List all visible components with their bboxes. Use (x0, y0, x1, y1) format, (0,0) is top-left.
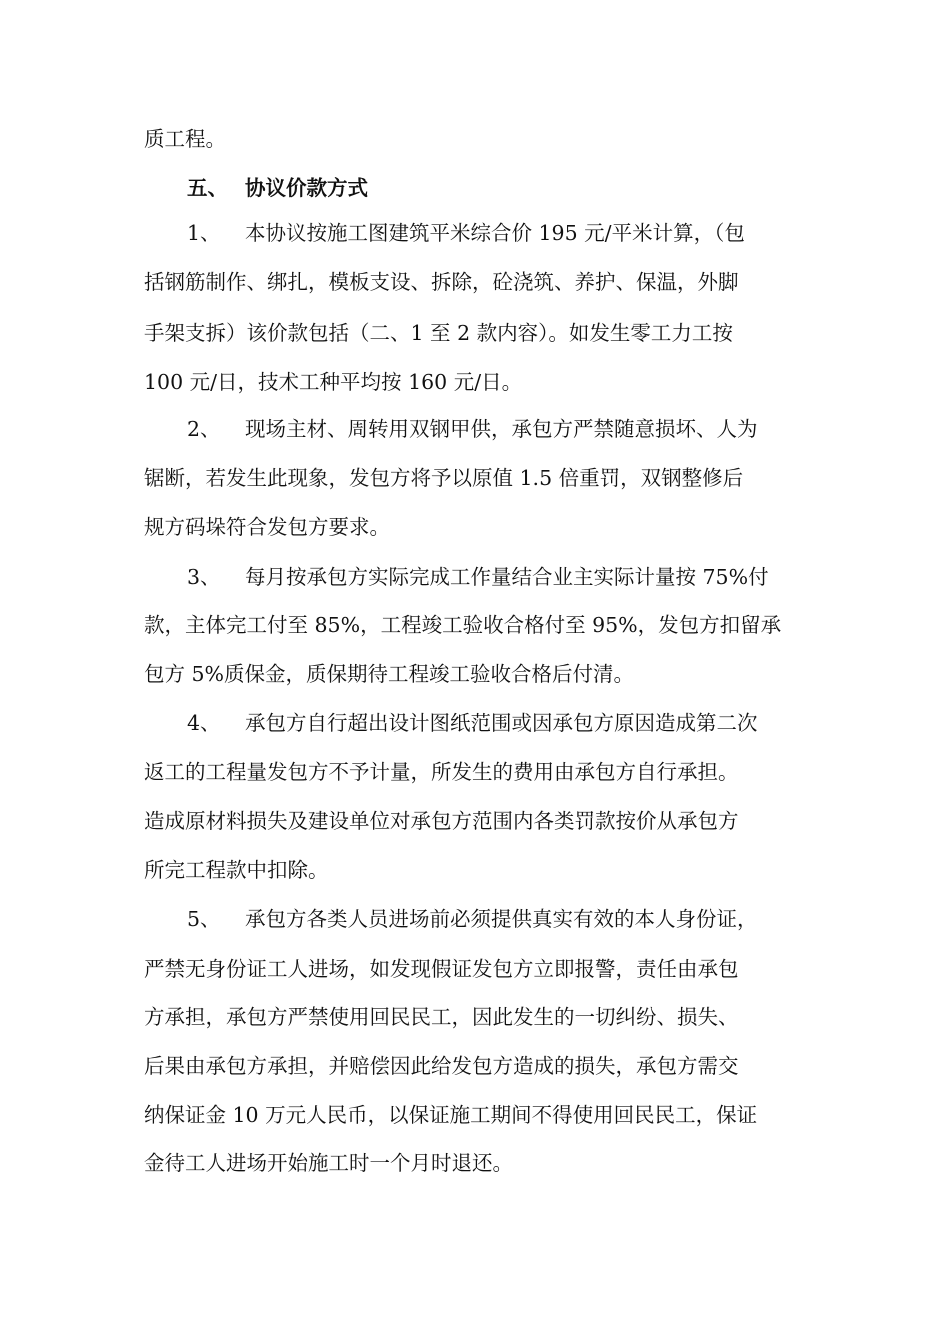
item-number: 4、 (187, 711, 221, 735)
item-text: 现场主材、周转用双钢甲供，承包方严禁随意损坏、人为 (245, 417, 758, 441)
item-number: 2、 (187, 417, 221, 441)
list-item-first-line (187, 414, 857, 444)
item-text: 本协议按施工图建筑平米综合价 195 元/平米计算，（包 (245, 221, 745, 245)
item-text: 每月按承包方实际完成工作量结合业主实际计量按 75%付 (245, 565, 769, 589)
section-number: 五、 (187, 176, 228, 200)
paragraph-line: 造成原材料损失及建设单位对承包方范围内各类罚款按价从承包方 (144, 809, 739, 833)
paragraph-line: 规方码垛符合发包方要求。 (144, 515, 390, 539)
paragraph-line: 金待工人进场开始施工时一个月时退还。 (144, 1151, 513, 1175)
paragraph-line: 质工程。 (144, 127, 226, 151)
section-heading (187, 173, 857, 203)
paragraph-line: 手架支拆）该价款包括（二、1 至 2 款内容）。如发生零工力工按 (144, 321, 733, 345)
list-item-first-line (187, 218, 857, 248)
item-text: 承包方各类人员进场前必须提供真实有效的本人身份证， (245, 907, 758, 931)
paragraph-line: 100 元/日，技术工种平均按 160 元/日。 (144, 370, 523, 394)
section-title: 协议价款方式 (245, 176, 368, 200)
paragraph-line: 后果由承包方承担，并赔偿因此给发包方造成的损失，承包方需交 (144, 1054, 739, 1078)
paragraph-line: 括钢筋制作、绑扎，模板支设、拆除，砼浇筑、养护、保温，外脚 (144, 270, 739, 294)
paragraph-line: 所完工程款中扣除。 (144, 858, 329, 882)
paragraph-line: 严禁无身份证工人进场，如发现假证发包方立即报警，责任由承包 (144, 957, 739, 981)
item-number: 1、 (187, 221, 221, 245)
paragraph-line: 纳保证金 10 万元人民币，以保证施工期间不得使用回民民工，保证 (144, 1103, 758, 1127)
list-item-first-line (187, 562, 857, 592)
paragraph-line: 方承担，承包方严禁使用回民民工，因此发生的一切纠纷、损失、 (144, 1005, 739, 1029)
paragraph-line: 锯断，若发生此现象，发包方将予以原值 1.5 倍重罚，双钢整修后 (144, 466, 744, 490)
list-item-first-line (187, 904, 857, 934)
item-text: 承包方自行超出设计图纸范围或因承包方原因造成第二次 (245, 711, 758, 735)
list-item-first-line (187, 708, 857, 738)
paragraph-line: 返工的工程量发包方不予计量，所发生的费用由承包方自行承担。 (144, 760, 739, 784)
paragraph-line: 包方 5%质保金，质保期待工程竣工验收合格后付清。 (144, 662, 635, 686)
paragraph-line: 款，主体完工付至 85%，工程竣工验收合格付至 95%，发包方扣留承 (144, 613, 782, 637)
item-number: 5、 (187, 907, 221, 931)
item-number: 3、 (187, 565, 221, 589)
